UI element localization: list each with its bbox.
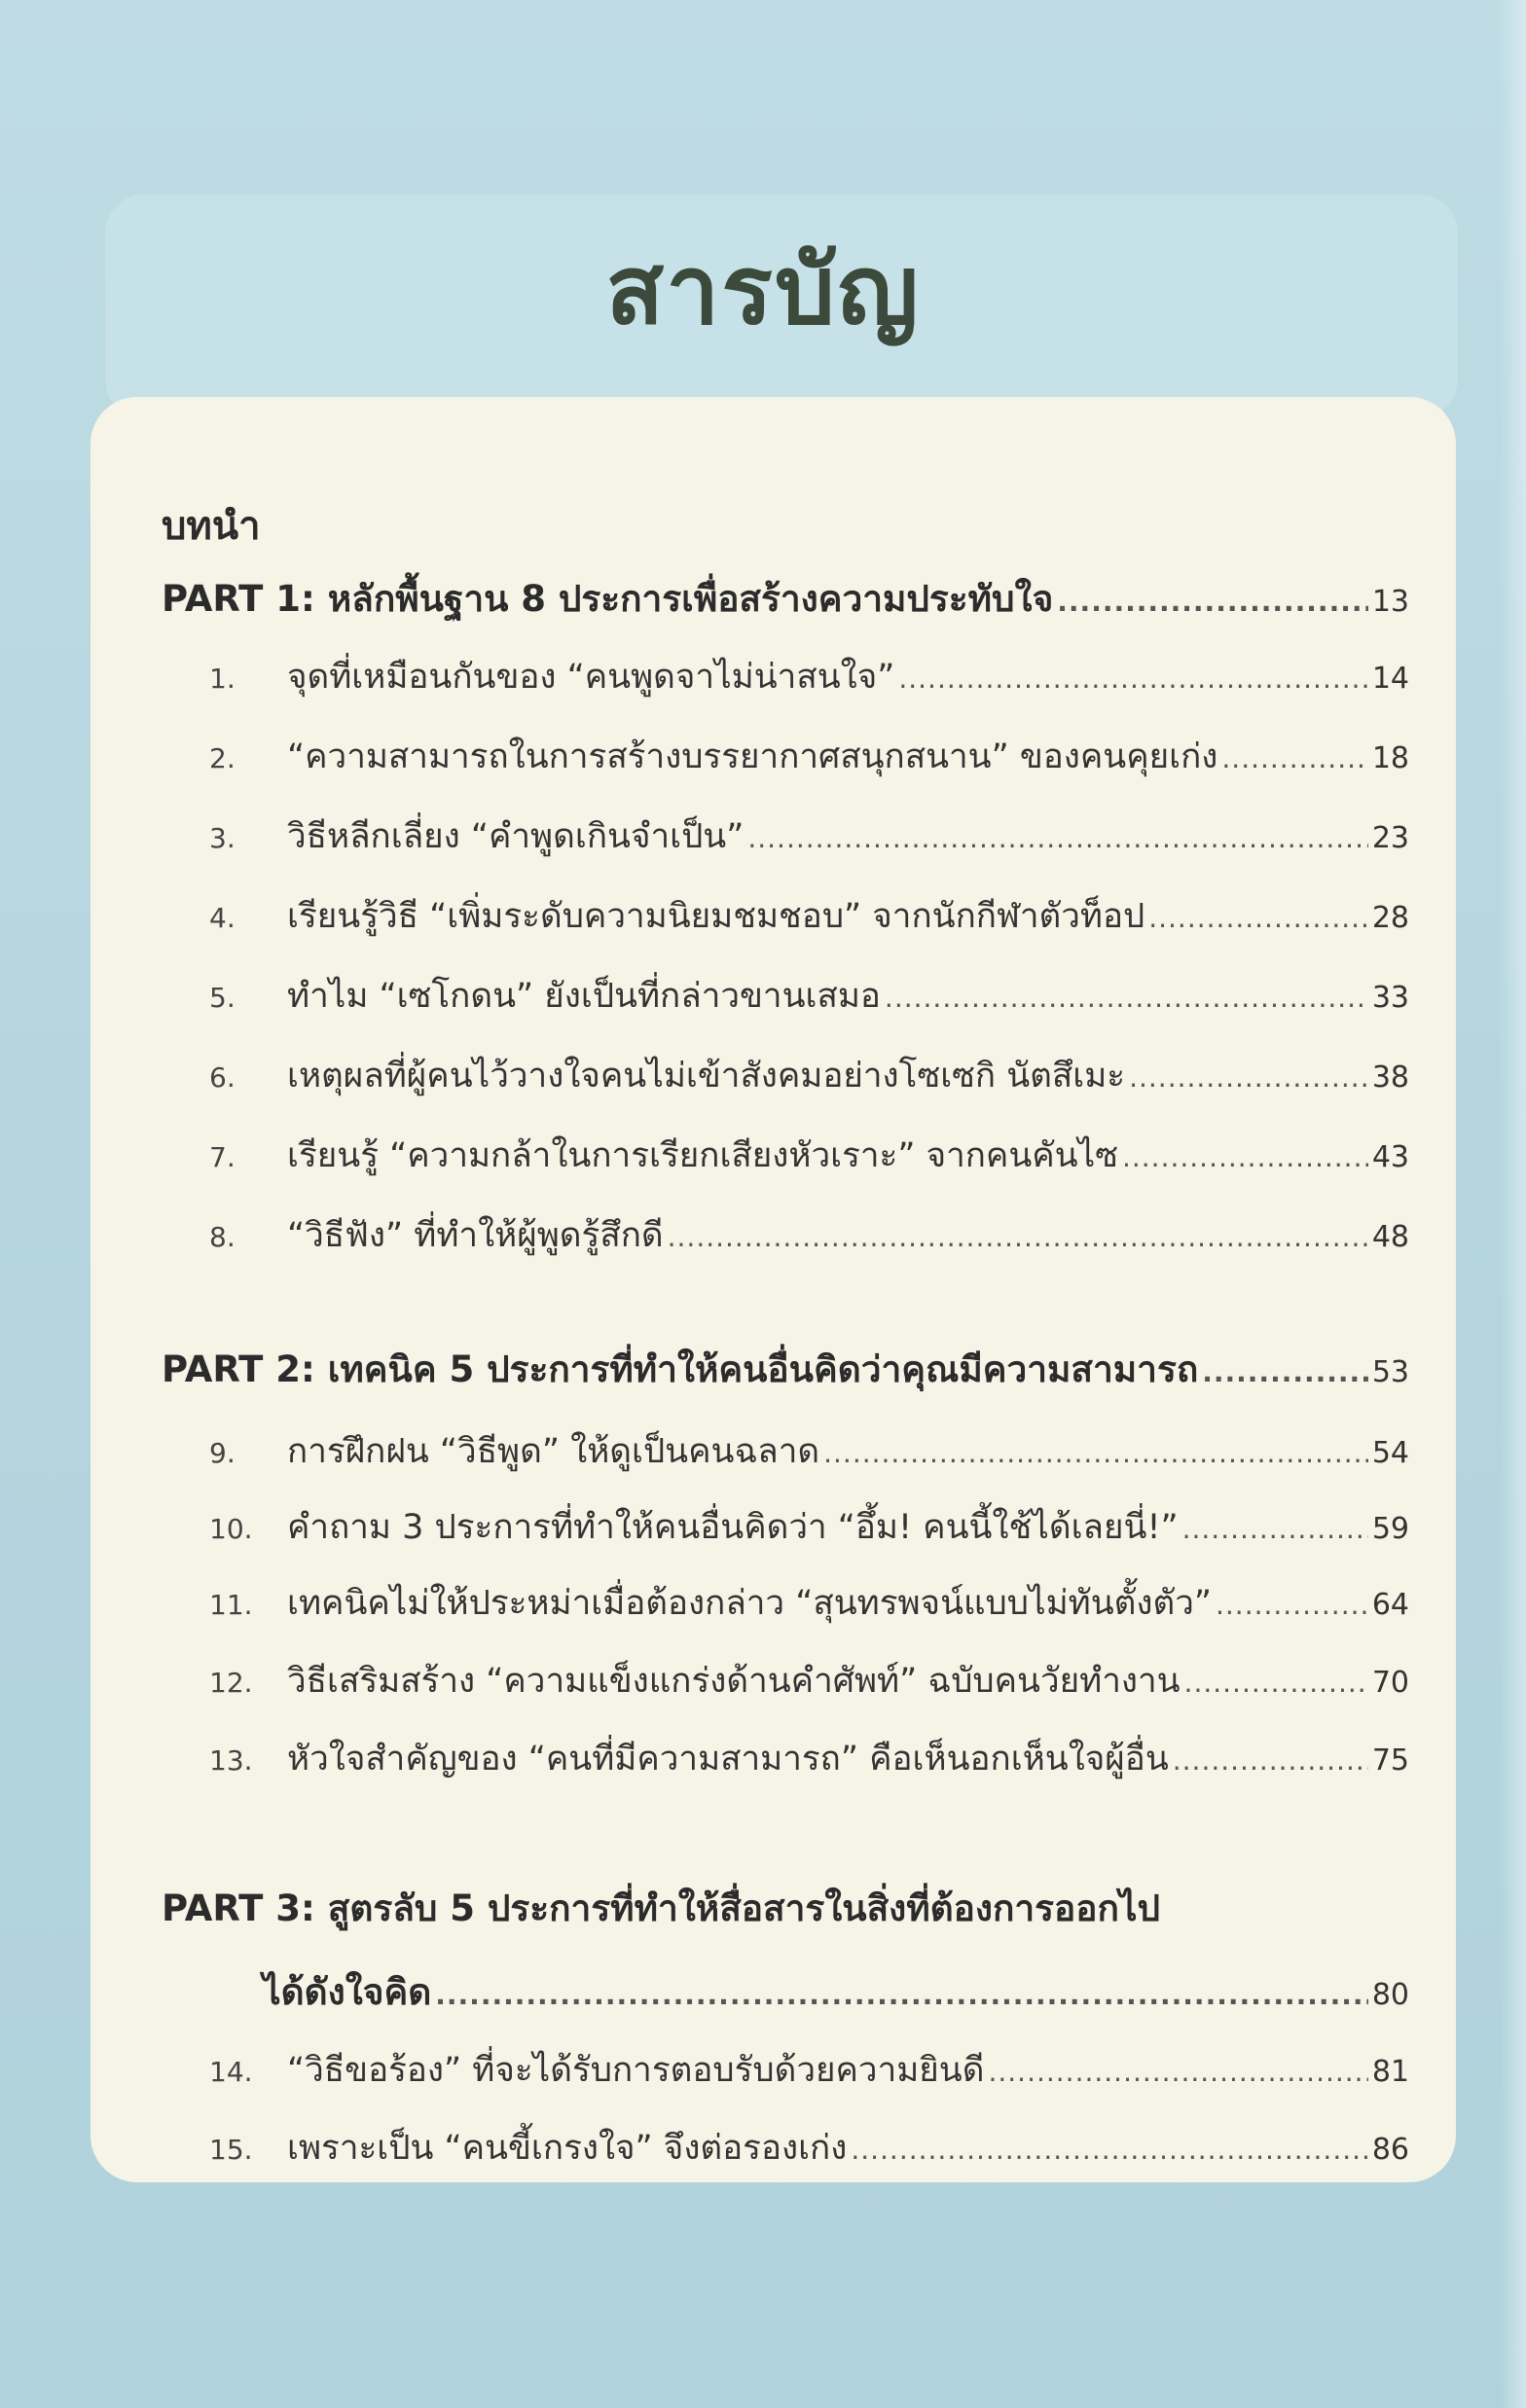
toc-entry[interactable]: [209, 1129, 1409, 1182]
leader-dots: [668, 1221, 1368, 1253]
toc-entry[interactable]: [209, 730, 1409, 783]
page-number: 33: [1371, 981, 1409, 1015]
entry-number: 3.: [209, 822, 236, 854]
page-number: 81: [1371, 2055, 1409, 2089]
toc-entry[interactable]: [209, 1208, 1409, 1262]
part-title: เทคนิค 5 ประการที่ทำให้คนอื่นคิดว่าคุณมีความสามารถ: [327, 1348, 1199, 1390]
toc-entry[interactable]: [209, 1424, 1409, 1478]
leader-dots: [747, 822, 1367, 854]
page-number: 48: [1371, 1220, 1409, 1254]
page-number: 54: [1371, 1436, 1409, 1470]
entry-number: 12.: [209, 1667, 253, 1699]
page-number: 14: [1371, 662, 1409, 696]
page-number: 13: [1371, 585, 1409, 619]
toc-part-3[interactable]: [263, 1963, 1409, 2021]
toc-entry[interactable]: [209, 1049, 1409, 1102]
part-title: สูตรลับ 5 ประการที่ทำให้สื่อสารในสิ่งที่ต้องการออกไป: [327, 1887, 1160, 1929]
part-title: หลักพื้นฐาน 8 ประการเพื่อสร้างความประทับใจ: [327, 578, 1054, 620]
page-number: 18: [1371, 741, 1409, 775]
leader-dots: [1129, 1061, 1368, 1094]
page-number: 80: [1371, 1978, 1409, 2012]
toc-entry[interactable]: [209, 2121, 1409, 2174]
entry-number: 15.: [209, 2134, 253, 2166]
page-number: 64: [1371, 1588, 1409, 1622]
entry-number: 11.: [209, 1589, 253, 1621]
toc-entry[interactable]: [209, 969, 1409, 1023]
leader-dots: [1216, 1589, 1368, 1621]
toc-entry[interactable]: [209, 1654, 1409, 1707]
entry-title: วิธีเสริมสร้าง “ความแข็งแกร่งด้านคำศัพท์” ฉบับคนวัยทำงาน: [287, 1662, 1181, 1701]
page-number: 59: [1371, 1512, 1409, 1546]
page-title: สารบัญ: [605, 235, 921, 346]
leader-dots: [1148, 902, 1368, 934]
leader-dots: [885, 982, 1368, 1014]
toc-entry[interactable]: [209, 1576, 1409, 1630]
entry-number: 2.: [209, 742, 236, 774]
entry-number: 8.: [209, 1221, 236, 1253]
leader-dots: [1173, 1744, 1368, 1777]
entry-number: 1.: [209, 663, 236, 695]
entry-title: วิธีหลีกเลี่ยง “คำพูดเกินจำเป็น”: [287, 817, 745, 856]
entry-title: เรียนรู้ “ความกล้าในการเรียกเสียงหัวเราะ” จากคนคันไซ: [287, 1136, 1118, 1175]
toc-part-1[interactable]: [162, 570, 1409, 628]
entry-number: 13.: [209, 1744, 253, 1777]
entry-title: หัวใจสำคัญของ “คนที่มีความสามารถ” คือเห็นอกเห็นใจผู้อื่น: [287, 1740, 1169, 1779]
page-number: 53: [1371, 1355, 1409, 1389]
leader-dots: [1184, 1667, 1368, 1699]
entry-title: “ความสามารถในการสร้างบรรยากาศสนุกสนาน” ของคนคุยเก่ง: [287, 737, 1218, 776]
entry-number: 7.: [209, 1141, 236, 1173]
leader-dots: [1221, 742, 1367, 774]
toc-entry[interactable]: [209, 889, 1409, 943]
page-number: 86: [1371, 2133, 1409, 2167]
entry-number: 10.: [209, 1513, 253, 1545]
entry-title: “วิธีขอร้อง” ที่จะได้รับการตอบรับด้วยความยินดี: [287, 2051, 985, 2090]
part-label: PART 3:: [162, 1887, 315, 1929]
leader-dots: [1182, 1513, 1368, 1545]
entry-title: เพราะเป็น “คนขี้เกรงใจ” จึงต่อรองเก่ง: [287, 2129, 848, 2168]
page-number: 28: [1371, 901, 1409, 935]
page-number: 75: [1371, 1743, 1409, 1778]
entry-number: 4.: [209, 902, 236, 934]
toc-intro: บทนำ: [162, 504, 261, 549]
part-label: PART 2:: [162, 1348, 315, 1390]
toc-entry[interactable]: [209, 1732, 1409, 1785]
entry-title: เทคนิคไม่ให้ประหม่าเมื่อต้องกล่าว “สุนทรพจน์แบบไม่ทันตั้งตัว”: [287, 1584, 1212, 1623]
toc-entry[interactable]: [209, 1500, 1409, 1554]
entry-title: คำถาม 3 ประการที่ทำให้คนอื่นคิดว่า “อึ้ม! คนนี้ใช้ได้เลยนี่!”: [287, 1508, 1179, 1547]
page-number: 38: [1371, 1060, 1409, 1095]
entry-title: เหตุผลที่ผู้คนไว้วางใจคนไม่เข้าสังคมอย่างโซเซกิ นัตสึเมะ: [287, 1057, 1126, 1096]
leader-dots: [823, 1437, 1368, 1469]
toc-entry[interactable]: [209, 2043, 1409, 2097]
page-number: 23: [1371, 821, 1409, 855]
toc-entry[interactable]: [209, 809, 1409, 863]
leader-dots: [1202, 1356, 1368, 1388]
part-title-continued: ได้ดังใจคิด: [263, 1971, 432, 2013]
leader-dots: [435, 1979, 1368, 2011]
entry-title: จุดที่เหมือนกันของ “คนพูดจาไม่น่าสนใจ”: [287, 658, 895, 697]
leader-dots: [988, 2056, 1367, 2088]
leader-dots: [1122, 1141, 1368, 1173]
page-number: 43: [1371, 1140, 1409, 1174]
page-number: 70: [1371, 1666, 1409, 1700]
toc-part-3-title[interactable]: [162, 1880, 1160, 1937]
entry-title: การฝึกฝน “วิธีพูด” ให้ดูเป็นคนฉลาด: [287, 1432, 820, 1471]
entry-number: 14.: [209, 2056, 253, 2088]
entry-title: “วิธีฟัง” ที่ทำให้ผู้พูดรู้สึกดี: [287, 1216, 664, 1255]
toc-part-2[interactable]: [162, 1341, 1409, 1398]
entry-title: เรียนรู้วิธี “เพิ่มระดับความนิยมชมชอบ” จากนักกีฬาตัวท็อป: [287, 897, 1145, 936]
entry-title: ทำไม “เซโกดน” ยังเป็นที่กล่าวขานเสมอ: [287, 977, 881, 1016]
leader-dots: [851, 2134, 1368, 2166]
part-label: PART 1:: [162, 578, 315, 620]
leader-dots: [1057, 586, 1368, 618]
entry-number: 6.: [209, 1061, 236, 1094]
entry-number: 5.: [209, 982, 236, 1014]
leader-dots: [898, 663, 1367, 695]
toc-entry[interactable]: [209, 650, 1409, 703]
entry-number: 9.: [209, 1437, 236, 1469]
